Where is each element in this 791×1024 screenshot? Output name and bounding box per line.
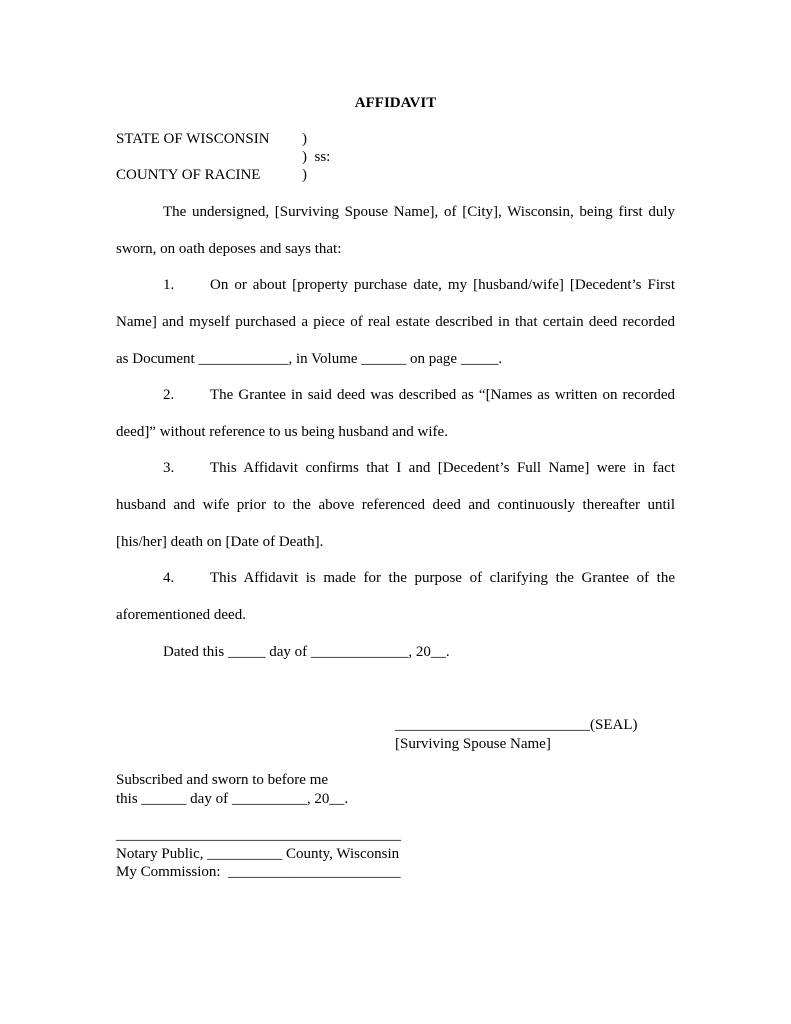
- intro-line-2: sworn, on oath deposes and says that:: [116, 241, 342, 257]
- dated-line: Dated this _____ day of _____________, 20__.: [163, 644, 450, 660]
- paragraph-4-number: 4.: [163, 570, 175, 586]
- paragraph-4-first-line: This Affidavit is made for the purpose of clarifying the Grantee of the: [210, 570, 675, 586]
- paragraph-1-first-line: On or about [property purchase date, my [husband/wife] [Decedent’s First: [210, 277, 675, 293]
- venue-paren-top: ): [302, 131, 307, 147]
- venue-paren-bottom: ): [302, 167, 307, 183]
- paragraph-2-line-2: deed]” without reference to us being husband and wife.: [116, 424, 448, 440]
- venue-ss: ) ss:: [302, 149, 331, 165]
- document-title: AFFIDAVIT: [354, 95, 437, 111]
- signature-line: __________________________(SEAL): [395, 717, 638, 733]
- notary-signature-line: ______________________________________: [116, 827, 401, 843]
- paragraph-1-number: 1.: [163, 277, 175, 293]
- jurat-line-2: this ______ day of __________, 20__.: [116, 791, 349, 807]
- paragraph-3-line-3: [his/her] death on [Date of Death].: [116, 534, 324, 550]
- paragraph-3-line-2: husband and wife prior to the above referenced deed and continuously thereafter until: [116, 497, 675, 513]
- venue-state: STATE OF WISCONSIN: [116, 131, 270, 147]
- venue-county: COUNTY OF RACINE: [116, 167, 261, 183]
- notary-line-1: Notary Public, __________ County, Wisconsin: [116, 846, 400, 862]
- paragraph-2-number: 2.: [163, 387, 175, 403]
- paragraph-1-line-2: Name] and myself purchased a piece of real estate described in that certain deed recorded: [116, 314, 675, 330]
- paragraph-2-first-line: The Grantee in said deed was described as “[Names as written on recorded: [210, 387, 675, 403]
- paragraph-4-line-2: aforementioned deed.: [116, 607, 246, 623]
- paragraph-3-first-line: This Affidavit confirms that I and [Decedent’s Full Name] were in fact: [210, 460, 675, 476]
- paragraph-3-number: 3.: [163, 460, 175, 476]
- signatory-name: [Surviving Spouse Name]: [395, 736, 551, 752]
- intro-line-1: The undersigned, [Surviving Spouse Name], of [City], Wisconsin, being first duly: [163, 204, 675, 220]
- notary-line-2: My Commission: _______________________: [116, 864, 401, 880]
- jurat-line-1: Subscribed and sworn to before me: [116, 772, 329, 788]
- paragraph-1-line-3: as Document ____________, in Volume ______ on page _____.: [116, 351, 503, 367]
